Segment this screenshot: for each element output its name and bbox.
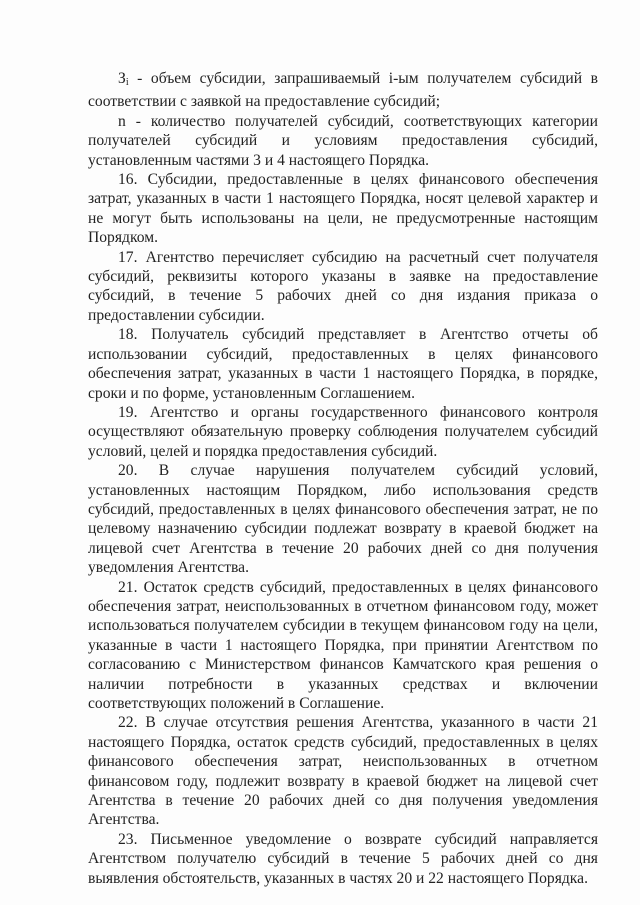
paragraph-23: 23. Письменное уведомление о возврате субсидий направляется Агентством получателю субсидий в течение 5 рабочих дней со дня выявления обстоятельств, указанных в частях 20 и 22 настоящего Порядка.	[88, 830, 598, 887]
paragraph-formula-definition-z	[88, 69, 598, 112]
paragraph-17: 17. Агентство перечисляет субсидию на расчетный счет получателя субсидий, реквизиты которого указаны в заявке на предоставление субсидий, в течение 5 рабочих дней со дня издания приказа о предоставлении субсидии.	[88, 248, 598, 324]
paragraph-20: 20. В случае нарушения получателем субсидий условий, установленных настоящим Порядком, либо использования средств субсидий, предоставленных в целях финансового обеспечения затрат, не по целевому назначению субсидии подлежат возврату в краевой бюджет на лицевой счет Агентства в течение 20 рабочих дней со дня получения уведомления Агентства.	[88, 462, 598, 577]
formula-definition-z-text: - объем субсидии, запрашиваемый i-ым получателем субсидий в соответствии с заявкой на предоставление субсидий;	[88, 70, 598, 111]
formula-subscript-i: i	[125, 77, 129, 88]
paragraph-formula-definition-n: n - количество получателей субсидий, соответствующих категории получателей субсидий и условиям предоставления субсидий, установленным частями 3 и 4 настоящего Порядка.	[88, 112, 598, 169]
formula-symbol-z: З	[118, 70, 126, 87]
paragraph-21: 21. Остаток средств субсидий, предоставленных в целях финансового обеспечения затрат, неиспользованных в отчетном финансовом году, может использоваться получателем субсидии в текущем финансовом году на цели, указанные в части 1 настоящего Порядка, при принятии Агентством по согласованию с Министерством финансов Камчатского края решения о наличии потребности в указанных средствах и включении соответствующих положений в Соглашение.	[88, 578, 598, 712]
paragraph-18: 18. Получатель субсидий представляет в Агентство отчеты об использовании субсидий, предоставленных в целях финансового обеспечения затрат, указанных в части 1 настоящего Порядка, в порядке, сроки и по форме, установленным Соглашением.	[88, 326, 598, 402]
paragraph-22: 22. В случае отсутствия решения Агентства, указанного в части 21 настоящего Порядка, остаток средств субсидий, предоставленных в целях финансового обеспечения затрат, неиспользованных в отчетном финансовом году, подлежит возврату в краевой бюджет на лицевой счет Агентства в течение 20 рабочих дней со дня получения уведомления Агентства.	[88, 714, 598, 829]
paragraph-19: 19. Агентство и органы государственного финансового контроля осуществляют обязательную проверку соблюдения получателем субсидий условий, целей и порядка предоставления субсидий.	[88, 403, 598, 460]
paragraph-16: 16. Субсидии, предоставленные в целях финансового обеспечения затрат, указанных в части 1 настоящего Порядка, носят целевой характер и не могут быть использованы на цели, не предусмотренные настоящим Порядком.	[88, 171, 598, 247]
document-body	[88, 69, 598, 888]
